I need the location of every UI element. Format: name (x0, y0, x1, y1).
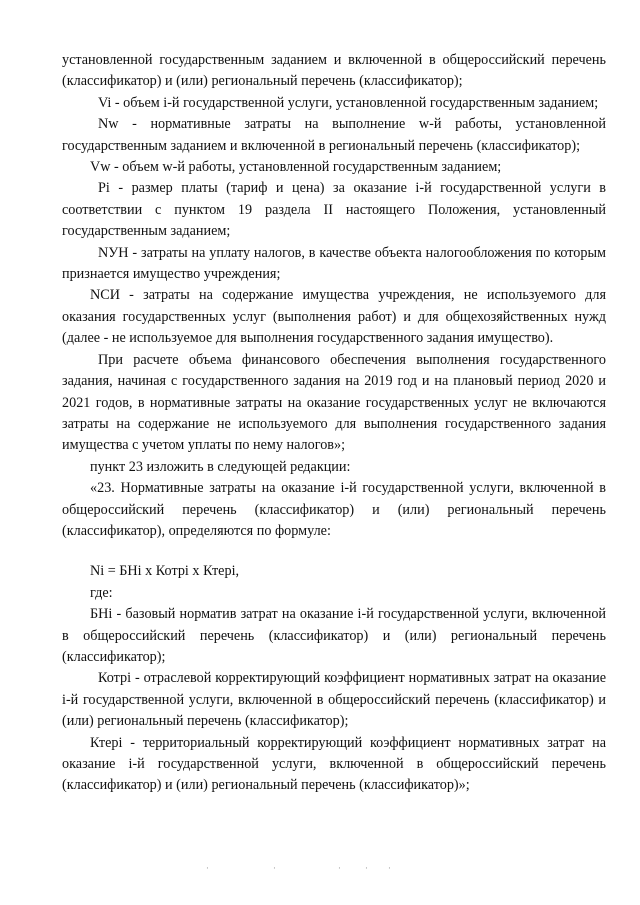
scan-speckles (0, 864, 640, 872)
paragraph-vi-definition: Vi - объем i-й государственной услуги, установленной государственным заданием; (98, 94, 599, 111)
paragraph-kter-definition: Ктерi - территориальный корректирующий коэффициент нормативных затрат на оказание i-й государственной услуги, включенной в общероссийский перечень (классификатор) и (или) региональный перечень (классификатор)»; (62, 734, 606, 794)
speck-mark: · (206, 864, 209, 874)
paragraph-kotr-definition: Котрi - отраслевой корректирующий коэффициент нормативных затрат на оказание i-й государственной услуги, включенной в общероссийский перечень (классификатор) и (или) региональный перечень (классификатор); (62, 670, 606, 730)
speck-mark: · (388, 864, 391, 874)
paragraph-continuation: установленной государственным заданием и включенной в общероссийский перечень (классификатор) и (или) региональный перечень (классификатор); (62, 52, 606, 90)
paragraph-item-23-text: «23. Нормативные затраты на оказание i-й государственной услуги, включенной в общероссийский перечень (классификатор) и (или) региональный перечень (классификатор), определяются по формуле: (62, 480, 606, 539)
document-body (62, 50, 606, 797)
speck-mark: · (338, 864, 341, 874)
paragraph-bni-definition: БНi - базовый норматив затрат на оказание i-й государственной услуги, включенной в общероссийский перечень (классификатор) и (или) региональный перечень (классификатор); (62, 606, 606, 665)
paragraph-financing-calculation: При расчете объема финансового обеспечения выполнения государственного задания, начиная с государственного задания на 2019 год и на плановый период 2020 и 2021 годов, в нормативные затраты на оказание государственных услуг не включаются затраты на содержание не используемого для выполнения государственного задания имущества с учетом уплаты по нему налогов»; (62, 351, 606, 454)
paragraph-vw-definition: Vw - объем w-й работы, установленной государственным заданием; (90, 159, 502, 176)
paragraph-nsi-definition: NСИ - затраты на содержание имущества учреждения, не используемого для оказания государственных услуг (выполнения работ) и для общехозяйственных нужд (далее - не используемое для выполнения государственного задания имущество). (62, 287, 606, 347)
speck-mark: · (365, 864, 368, 874)
formula-line: Ni = БНi х Котрi х Ктерi, (90, 563, 240, 580)
paragraph-item-23-intro: пункт 23 изложить в следующей редакции: (90, 458, 351, 475)
paragraph-nw-definition: Nw - нормативные затраты на выполнение w-й работы, установленной государственным заданием и включенной в региональный перечень (классификатор); (62, 116, 606, 154)
paragraph-nun-definition: NУН - затраты на уплату налогов, в качестве объекта налогообложения по которым признается имущество учреждения; (62, 244, 606, 283)
speck-mark: · (273, 864, 276, 874)
paragraph-where: где: (90, 584, 113, 601)
paragraph-pi-definition: Pi - размер платы (тариф и цена) за оказание i-й государственной услуги в соответствии с пунктом 19 раздела II настоящего Положения, установленный государственным заданием; (62, 180, 606, 240)
